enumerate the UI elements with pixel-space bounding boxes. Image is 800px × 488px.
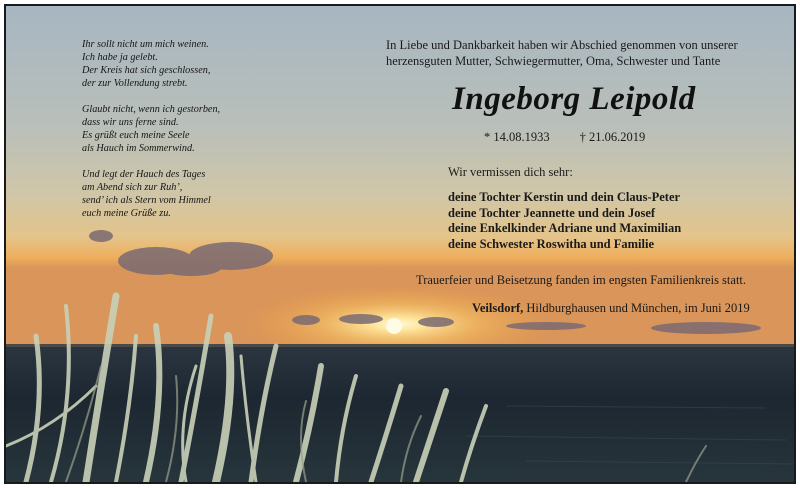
mourner-line: deine Tochter Kerstin und dein Claus-Peter [448, 190, 681, 204]
poem-line: Es grüßt euch meine Seele [82, 130, 190, 141]
poem-line: Glaubt nicht, wenn ich gestorben, [82, 104, 221, 115]
obituary-card [4, 4, 796, 484]
poem-line: euch meine Grüße zu. [82, 208, 171, 219]
mourner-line: deine Schwester Roswitha und Familie [448, 236, 655, 251]
poem-line: Ihr sollt nicht um mich weinen. [82, 39, 209, 50]
place-date-line [472, 301, 750, 316]
poem-line: Der Kreis hat sich geschlossen, [82, 65, 211, 76]
poem-line: Und legt der Hauch des Tages [82, 169, 206, 180]
poem-line: der zur Vollendung strebt. [82, 78, 188, 89]
mourners-list [448, 190, 681, 252]
mourner-line: deine Enkelkinder Adriane und Maximilian [448, 221, 682, 235]
town-name: Veilsdorf, [472, 301, 524, 315]
place-rest: Hildburghausen und München, im Juni 2019 [523, 301, 750, 315]
poem-line: dass wir uns ferne sind. [82, 117, 179, 128]
intro-line-2: herzensguten Mutter, Schwiegermutter, Oma, Schwester und Tante [386, 54, 721, 68]
deceased-name: Ingeborg Leipold [452, 81, 696, 117]
poem-stanza-1 [82, 38, 282, 90]
intro-text [386, 37, 766, 69]
miss-text: Wir vermissen dich sehr: [448, 165, 573, 179]
death-date: † 21.06.2019 [579, 130, 646, 144]
poem-line: send’ ich als Stern vom Himmel [82, 195, 211, 206]
poem-stanza-3 [82, 168, 282, 220]
intro-line-1: In Liebe und Dankbarkeit haben wir Abschied genommen von unserer [386, 38, 738, 52]
funeral-note: Trauerfeier und Beisetzung fanden im engsten Familienkreis statt. [416, 273, 747, 287]
poem-line: Ich habe ja gelebt. [82, 52, 158, 63]
mourner-line: deine Tochter Jeannette und dein Josef [448, 205, 656, 220]
poem-stanza-2 [82, 103, 282, 155]
birth-date: * 14.08.1933 [484, 130, 550, 144]
poem-line: als Hauch im Sommerwind. [82, 143, 195, 154]
poem-line: am Abend sich zur Ruh’, [82, 182, 183, 193]
poem [82, 38, 282, 233]
life-dates [484, 130, 645, 145]
